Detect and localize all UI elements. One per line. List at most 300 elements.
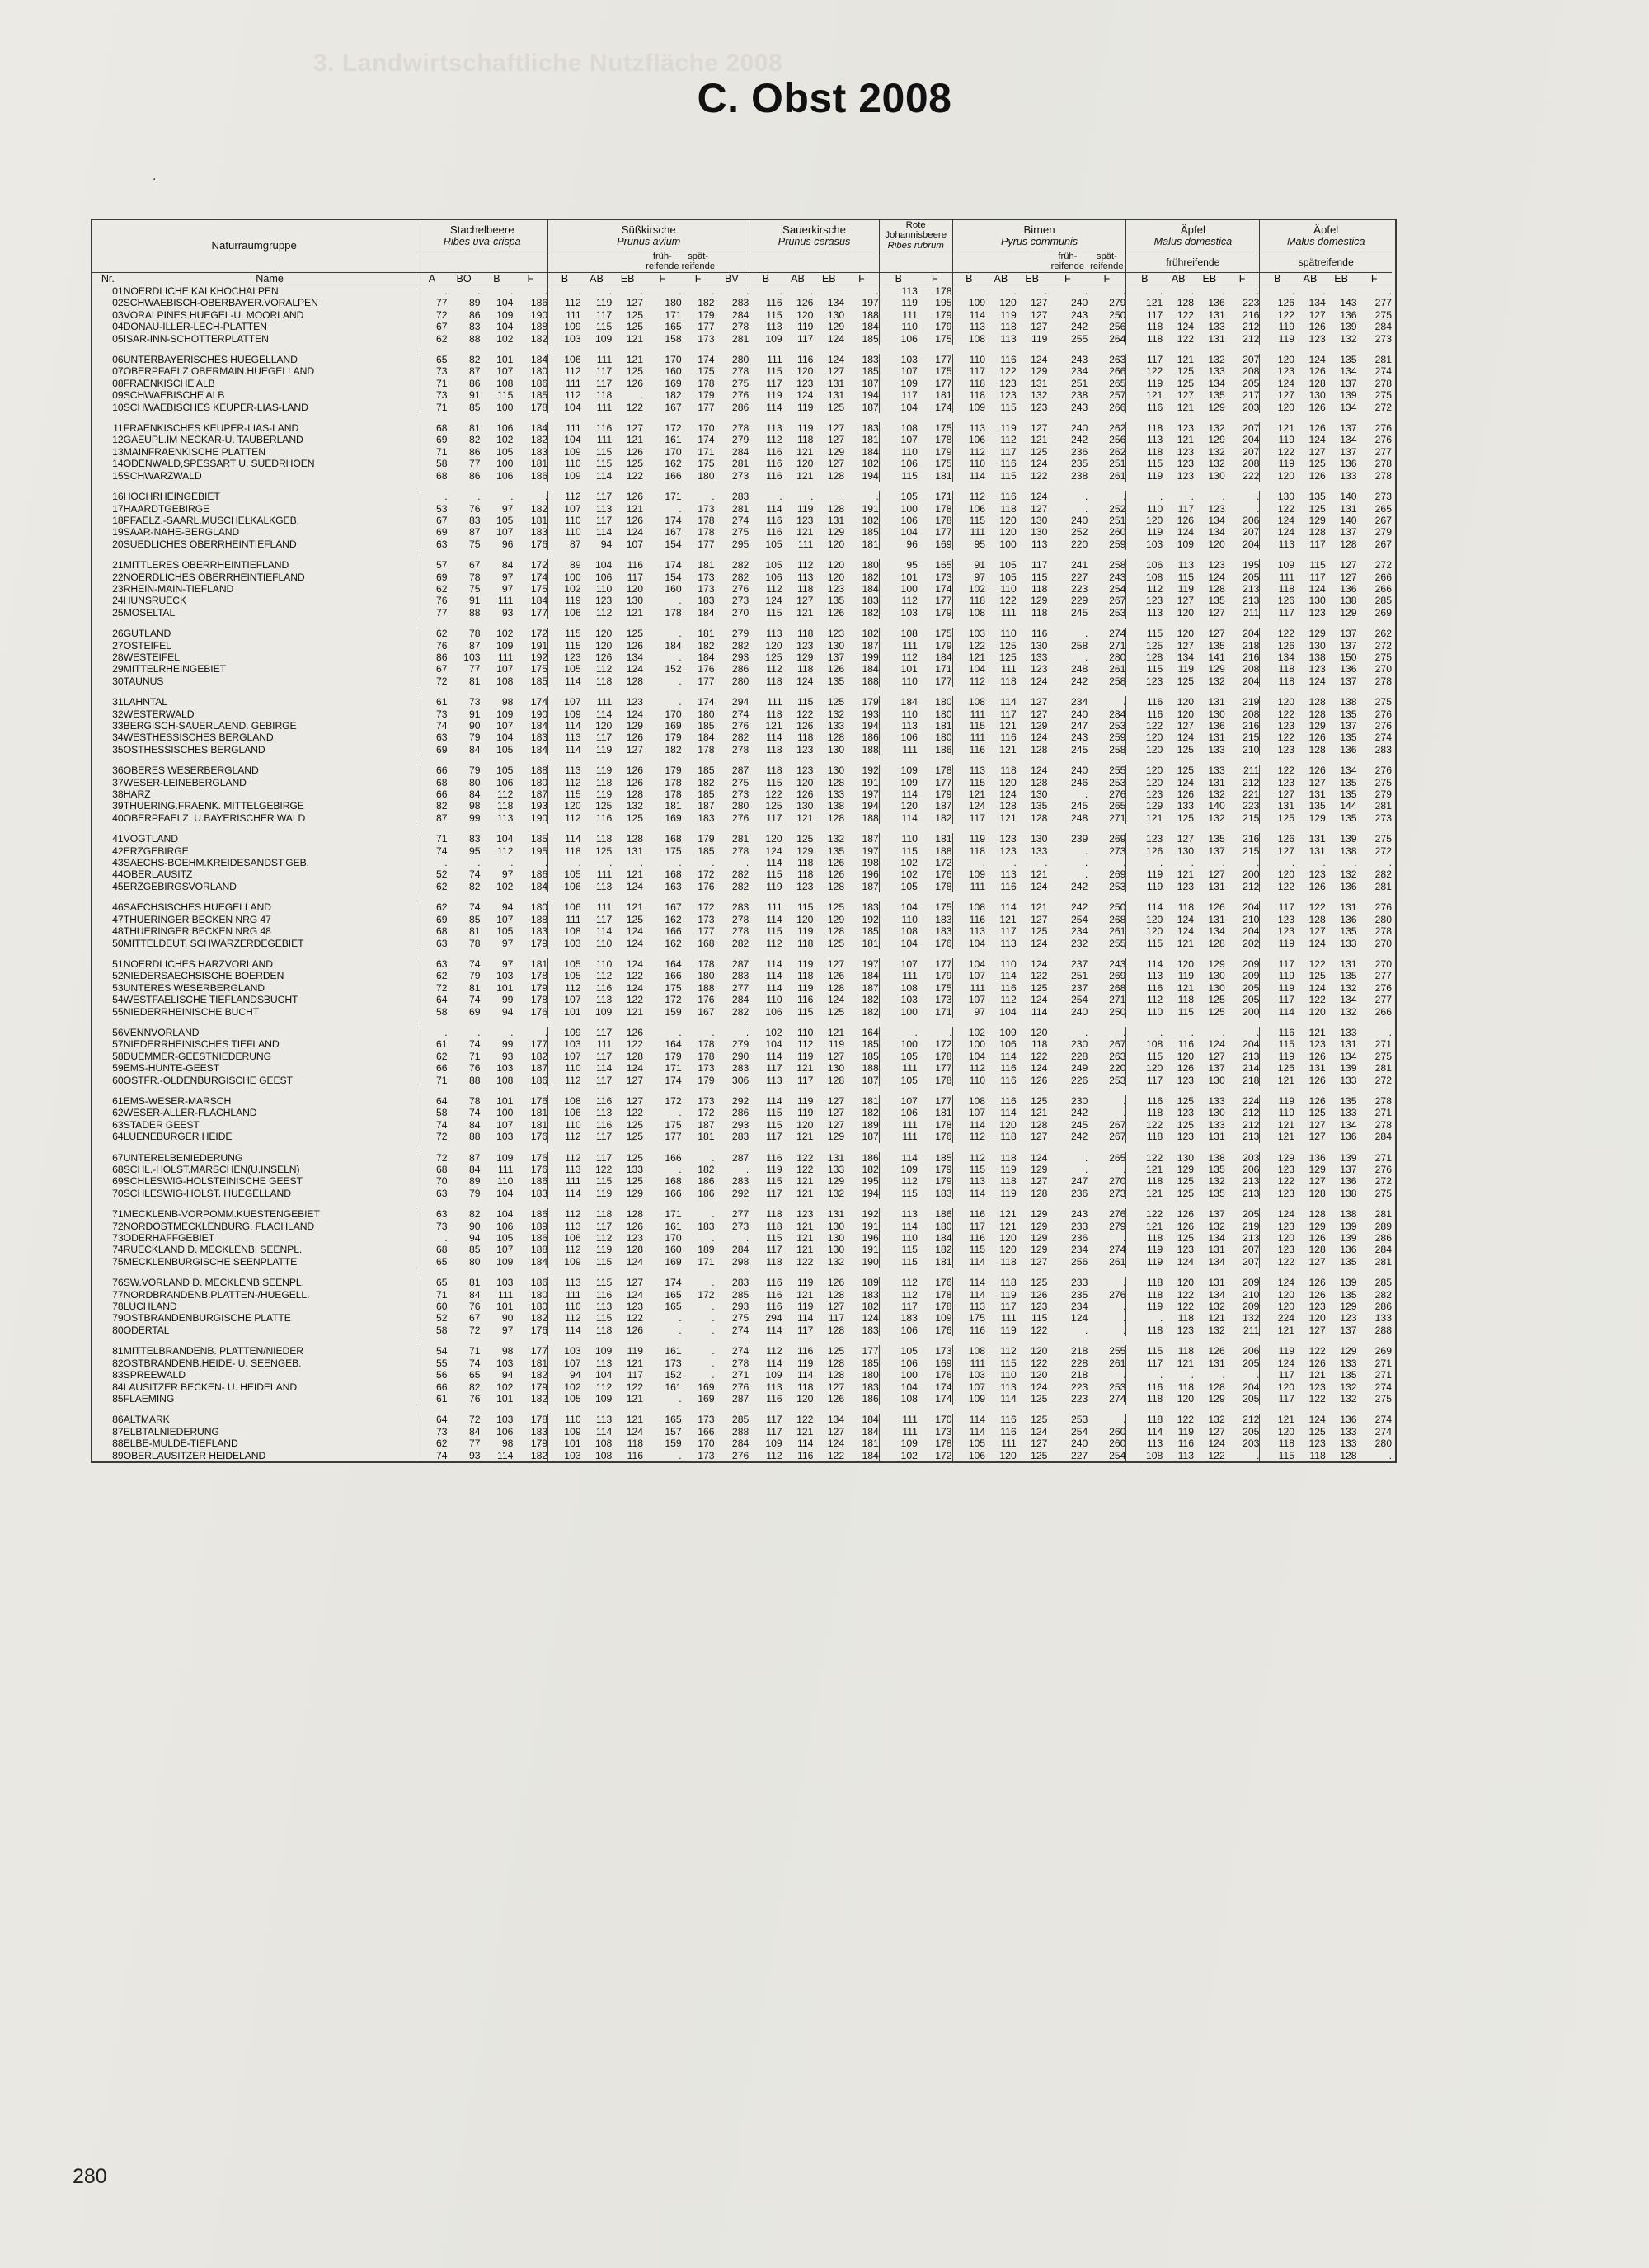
row-value: 125 (1177, 743, 1195, 755)
row-value: 271 (1374, 1151, 1392, 1164)
row-value: 131 (1208, 1244, 1225, 1256)
row-value: 234 (1070, 1301, 1088, 1313)
row-value: 230 (1070, 1094, 1088, 1107)
row-value: 115 (749, 365, 782, 377)
row-value: 118 (749, 765, 782, 776)
subheader-spaet-birnen: spät- reifende (1088, 252, 1126, 272)
row-value: . (544, 491, 548, 503)
row-value: 112 (952, 1152, 985, 1164)
row-value: 108 (952, 1095, 985, 1107)
row-value: 108 (1126, 1450, 1163, 1461)
table-row (92, 559, 1392, 571)
row-value: 128 (1031, 743, 1048, 755)
row-value: 109 (496, 708, 514, 720)
row-value: 180 (665, 297, 682, 309)
row-value: 208 (1243, 365, 1260, 378)
row-value: 132 (1208, 445, 1225, 458)
row-value: 173 (698, 1062, 715, 1075)
row-value: 122 (1031, 1050, 1048, 1062)
row-value: 121 (626, 1414, 644, 1426)
row-value: . (841, 491, 845, 503)
row-value: 181 (530, 1357, 548, 1369)
row-value: 119 (796, 401, 814, 413)
row-value: . (679, 1392, 682, 1405)
row-value: 135 (1340, 776, 1357, 788)
row-value: 127 (1308, 1131, 1326, 1143)
row-value: 176 (530, 538, 548, 550)
row-value: . (712, 1208, 715, 1221)
row-value: 177 (530, 606, 548, 619)
row-value: 124 (1031, 765, 1048, 777)
row-value: 84 (468, 1425, 481, 1437)
row-value: . (1388, 1449, 1392, 1461)
group-name: Birnen (1023, 223, 1055, 236)
row-value: 265 (1109, 1151, 1126, 1164)
row-value: 266 (1374, 571, 1392, 583)
row-value: 114 (879, 1152, 918, 1164)
row-nr: 32 (112, 708, 124, 720)
row-value: . (1084, 1164, 1088, 1175)
row-value: 113 (796, 571, 814, 583)
row-value: 110 (1000, 958, 1017, 970)
row-value: 179 (530, 1437, 548, 1450)
table-row (92, 1414, 1392, 1425)
row-value: 171 (665, 491, 682, 503)
row-value: 115 (1177, 571, 1195, 583)
row-value: 118 (1177, 1312, 1195, 1325)
row-value: 126 (1308, 1277, 1326, 1289)
row-value: 132 (1208, 1220, 1225, 1232)
row-value: 123 (1126, 675, 1163, 687)
row-value: 184 (698, 651, 715, 663)
row-value: 280 (1374, 913, 1392, 925)
row-value: 181 (862, 434, 879, 446)
row-value: 136 (1340, 1175, 1357, 1188)
row-value: 122 (796, 708, 814, 720)
row-value: 54 (416, 1345, 448, 1357)
col-aepfel-frueh-EB: EB (1194, 272, 1225, 285)
row-value: 114 (497, 1449, 514, 1461)
row-value: . (416, 285, 448, 298)
row-value: 128 (827, 925, 845, 938)
row-value: . (477, 1026, 481, 1038)
row-value: 111 (749, 696, 782, 708)
row-value: 104 (879, 938, 918, 949)
row-value: 124 (1308, 354, 1326, 366)
row-value: 282 (731, 868, 749, 881)
row-value: 124 (1308, 675, 1326, 687)
row-value: 124 (796, 389, 814, 402)
row-value: 126 (827, 1392, 845, 1405)
row-value: 123 (1308, 663, 1326, 675)
row-value: . (679, 595, 682, 607)
row-value: 194 (862, 720, 879, 732)
row-value: 188 (698, 981, 715, 994)
row-value: . (1260, 857, 1294, 868)
row-value: 171 (698, 1255, 715, 1268)
row-value: 130 (1260, 491, 1294, 502)
row-value: 127 (1308, 1324, 1326, 1336)
row-name: ODENWALD,SPESSART U. SUEDRHOEN (123, 458, 315, 470)
row-value: 243 (1070, 308, 1088, 321)
row-value: 137 (1340, 526, 1357, 539)
row-value: 182 (862, 628, 879, 640)
row-value: 133 (1374, 1312, 1392, 1325)
row-value: 127 (827, 1050, 845, 1062)
row-value: 120 (1126, 765, 1163, 776)
row-value: . (841, 285, 845, 297)
row-value: 170 (665, 354, 682, 366)
row-value: 108 (879, 925, 918, 937)
row-value: 104 (879, 526, 918, 538)
row-value: 130 (1031, 526, 1048, 539)
row-value: 223 (1243, 800, 1260, 812)
row-value: 130 (1031, 639, 1048, 652)
row-value: . (679, 1312, 682, 1325)
row-value: 172 (530, 559, 548, 572)
row-value: 124 (626, 880, 644, 892)
row-value: 121 (626, 606, 644, 619)
row-value: 273 (731, 595, 749, 607)
row-value: . (1084, 491, 1088, 503)
row-value: 121 (1260, 1131, 1294, 1142)
row-value: 274 (1374, 732, 1392, 744)
row-value: 177 (698, 925, 715, 938)
row-value: 111 (952, 881, 985, 892)
row-value: 169 (665, 720, 682, 732)
row-value: 114 (879, 1221, 918, 1232)
row-value: 125 (1031, 1392, 1048, 1405)
row-value: 178 (935, 1074, 952, 1086)
row-value: 99 (501, 1038, 514, 1051)
row-value: 123 (796, 514, 814, 526)
row-value: 122 (1177, 1414, 1195, 1426)
row-value: 258 (1070, 639, 1088, 652)
row-value: 284 (731, 994, 749, 1006)
row-value: 128 (827, 469, 845, 482)
row-value: 100 (879, 1006, 918, 1018)
row-value: 71 (416, 446, 448, 458)
row-value: 127 (1308, 776, 1326, 788)
group-name: Äpfel (1313, 223, 1339, 236)
row-name: THUERINGER BECKEN NRG 47 (123, 913, 271, 925)
col-johannisbeere-F: F (918, 272, 952, 285)
row-value: 58 (416, 1325, 448, 1336)
row-value: 127 (1260, 788, 1294, 800)
row-value: 247 (1070, 1175, 1088, 1188)
row-value: 113 (952, 1175, 985, 1187)
row-value: 245 (1070, 743, 1088, 755)
row-value: 127 (1208, 868, 1225, 881)
row-value: 176 (530, 1164, 548, 1175)
table-row (92, 1244, 1392, 1255)
row-value: 116 (1000, 1414, 1017, 1426)
row-value: 127 (827, 434, 845, 446)
row-value: 175 (530, 663, 548, 675)
row-value: . (608, 857, 613, 869)
row-value: 178 (665, 776, 682, 788)
group-name: Sauerkirsche (782, 223, 847, 236)
row-value: 116 (952, 914, 985, 925)
row-value: 94 (501, 1005, 514, 1018)
row-value: 108 (952, 607, 985, 619)
row-value: 119 (796, 321, 814, 333)
row-value: 114 (1126, 958, 1163, 970)
row-value: 124 (1260, 515, 1294, 526)
header-group-aepfel-frueh (1126, 220, 1260, 252)
row-value: 121 (1126, 1164, 1163, 1175)
row-value: 121 (1126, 389, 1163, 401)
row-value: 276 (731, 812, 749, 824)
row-value: 181 (935, 833, 952, 845)
row-value: 111 (596, 868, 613, 881)
row-value: 119 (1260, 333, 1294, 345)
spacer-cell (92, 892, 1392, 901)
row-value: 105 (548, 1393, 581, 1405)
row-value: 117 (595, 1220, 613, 1232)
row-value: 276 (1374, 422, 1392, 435)
row-value: 181 (862, 1437, 879, 1450)
row-value: 137 (1208, 1062, 1225, 1075)
row-value: 133 (1208, 743, 1225, 755)
row-value: 176 (530, 1131, 548, 1143)
row-value: . (477, 285, 481, 297)
row-value: 137 (1340, 1164, 1357, 1175)
row-value: 178 (935, 1301, 952, 1313)
row-value: 129 (1031, 595, 1048, 607)
row-value: 130 (827, 308, 845, 321)
row-value: 280 (1109, 651, 1126, 663)
row-value: 82 (468, 1208, 481, 1221)
row-value: 117 (1177, 502, 1195, 515)
row-value: 97 (952, 572, 985, 583)
row-value: 271 (731, 1369, 749, 1381)
row-value: 124 (1177, 776, 1195, 788)
row-value: 108 (879, 628, 918, 639)
row-value: 205 (1243, 1208, 1260, 1221)
row-value: 129 (1208, 958, 1225, 970)
table-row (92, 365, 1392, 377)
row-value: 111 (497, 1164, 514, 1175)
subheader-blank-suesskirsche (548, 252, 643, 272)
row-value: 116 (1177, 1437, 1195, 1450)
row-value: 120 (1126, 515, 1163, 526)
row-value: 110 (595, 937, 613, 949)
row-value: 127 (1031, 308, 1048, 321)
row-value: 122 (1260, 765, 1294, 776)
row-value: 283 (731, 491, 749, 503)
row-value: 281 (1374, 880, 1392, 892)
row-value: 111 (952, 732, 985, 743)
row-value: 105 (548, 958, 581, 970)
table-row (92, 765, 1392, 776)
row-value: 278 (731, 845, 749, 857)
row-value: 125 (1177, 1118, 1195, 1131)
row-value: 95 (879, 559, 918, 571)
row-value: 105 (879, 1051, 918, 1062)
row-value: 97 (501, 868, 514, 881)
row-value: 118 (1126, 1175, 1163, 1187)
row-value: 124 (626, 663, 644, 675)
row-name: MITTLERES OBERRHEINTIEFLAND (123, 559, 289, 572)
row-value: 121 (1126, 1188, 1163, 1199)
row-value: 118 (749, 1256, 782, 1268)
row-value: 141 (1208, 651, 1225, 663)
row-value: 106 (496, 1425, 514, 1437)
subheader-frueh-birnen: früh- reifende (1047, 252, 1088, 272)
row-value: 94 (501, 901, 514, 914)
row-nr: 04 (112, 321, 124, 333)
row-value: 124 (1031, 491, 1048, 503)
row-value: 114 (595, 1425, 613, 1437)
header-group-birnen (952, 220, 1126, 252)
row-value: 133 (1208, 1094, 1225, 1107)
row-nr: 68 (112, 1164, 124, 1175)
row-value: 112 (595, 606, 613, 619)
row-value: 123 (1208, 559, 1225, 572)
row-value: 212 (1243, 1107, 1260, 1119)
row-value: . (1123, 1312, 1126, 1325)
row-value: 125 (796, 833, 814, 845)
row-value: 133 (1340, 1425, 1357, 1437)
row-value: 131 (827, 389, 845, 402)
row-value: 102 (496, 332, 514, 345)
row-value: 127 (827, 1381, 845, 1393)
row-value: 86 (416, 652, 448, 663)
row-value: 116 (595, 422, 613, 435)
table-row (92, 572, 1392, 583)
row-value: 122 (1126, 1119, 1163, 1131)
row-value: 130 (827, 1244, 845, 1256)
row-value: 176 (530, 1094, 548, 1107)
row-nr: 79 (112, 1312, 124, 1325)
row-nr: 31 (112, 696, 124, 708)
row-value: 159 (665, 1005, 682, 1018)
row-value: 166 (665, 469, 682, 482)
row-nr: 37 (112, 776, 124, 788)
row-value: 160 (665, 365, 682, 378)
row-value: 132 (1208, 422, 1225, 435)
row-value: 182 (862, 458, 879, 470)
row-value: . (1222, 1369, 1225, 1381)
row-value: 117 (595, 913, 613, 925)
row-value: 121 (1031, 1107, 1048, 1119)
table-row (92, 539, 1392, 550)
row-nr: 62 (112, 1107, 124, 1119)
row-value: 182 (530, 332, 548, 345)
group-sciname: Ribes uva-crispa (443, 236, 521, 248)
row-value: 242 (1070, 675, 1088, 687)
row-value: 125 (626, 1175, 644, 1188)
row-value: 125 (1177, 675, 1195, 687)
row-value: 133 (1208, 365, 1225, 378)
row-value: 172 (935, 1038, 952, 1051)
row-value: 204 (1243, 628, 1260, 640)
row-value: 136 (1208, 720, 1225, 732)
row-value: 74 (416, 1119, 448, 1131)
row-value: 79 (468, 765, 481, 777)
row-value: . (679, 628, 682, 640)
row-value: 118 (749, 675, 782, 687)
row-value: 139 (1340, 1062, 1357, 1075)
row-value: 73 (416, 708, 448, 720)
row-value: 104 (952, 958, 985, 970)
spacer-cell (92, 1143, 1392, 1152)
table-row (92, 833, 1392, 845)
row-value: 284 (731, 1244, 749, 1256)
row-value: 175 (935, 628, 952, 640)
row-value: 89 (548, 559, 581, 571)
col-suesskirsche-BV: BV (715, 272, 749, 285)
row-name: SCHWAEBISCH-OBERBAYER.VORALPEN (123, 297, 318, 309)
row-value: 284 (731, 445, 749, 458)
row-value: 176 (530, 1005, 548, 1018)
subheader-frueh-kirsche: früh- reifende (643, 252, 682, 272)
row-value: 190 (530, 308, 548, 321)
row-value: 121 (1177, 981, 1195, 994)
row-value: 127 (1208, 1050, 1225, 1062)
row-value: 180 (862, 1369, 879, 1381)
row-nr: 03 (112, 308, 124, 321)
row-value: 130 (626, 595, 644, 607)
row-value: 122 (1260, 732, 1294, 743)
col-birnen-F-spaet: F (1088, 272, 1126, 285)
row-value: 79 (468, 1187, 481, 1199)
row-value: 273 (1374, 332, 1392, 345)
row-value: 102 (952, 1027, 985, 1038)
row-value: 121 (796, 606, 814, 619)
row-value: . (416, 1027, 448, 1038)
row-value: 119 (1126, 1301, 1163, 1312)
row-value: 188 (530, 1244, 548, 1256)
row-value: 115 (595, 1175, 613, 1188)
row-nr: 80 (112, 1324, 124, 1336)
row-value: 129 (1340, 1301, 1357, 1313)
row-value: 109 (594, 332, 613, 345)
row-value: 124 (827, 332, 845, 345)
row-value: 119 (1000, 1187, 1017, 1199)
row-value: 124 (1177, 925, 1195, 938)
row-value: 110 (952, 1075, 985, 1086)
row-value: 109 (879, 777, 918, 788)
row-value: 202 (1243, 937, 1260, 949)
row-value: . (1013, 285, 1017, 297)
row-value: 115 (1031, 1312, 1048, 1325)
row-value: 129 (1031, 365, 1048, 378)
row-value: 124 (1308, 582, 1326, 595)
row-value: 74 (468, 958, 481, 970)
row-value: 111 (497, 651, 514, 663)
row-value: 122 (626, 1381, 644, 1393)
row-value: 127 (827, 1094, 845, 1107)
row-value: 111 (596, 901, 613, 914)
row-value: 109 (496, 1151, 514, 1164)
row-nr: 26 (112, 628, 124, 640)
row-value: 74 (468, 901, 481, 914)
col-birnen-B: B (952, 272, 985, 285)
row-value: 111 (1260, 572, 1294, 583)
row-value: 103 (496, 1277, 514, 1289)
row-value: 166 (665, 1187, 682, 1199)
row-value: 172 (530, 628, 548, 640)
table-row (92, 1119, 1392, 1131)
row-value: 139 (1340, 1220, 1357, 1232)
row-value: 121 (796, 1288, 814, 1301)
row-value: 130 (1208, 1074, 1225, 1086)
table-row (92, 1312, 1392, 1324)
row-value: 129 (1208, 434, 1225, 446)
row-value: 114 (1000, 1107, 1017, 1119)
